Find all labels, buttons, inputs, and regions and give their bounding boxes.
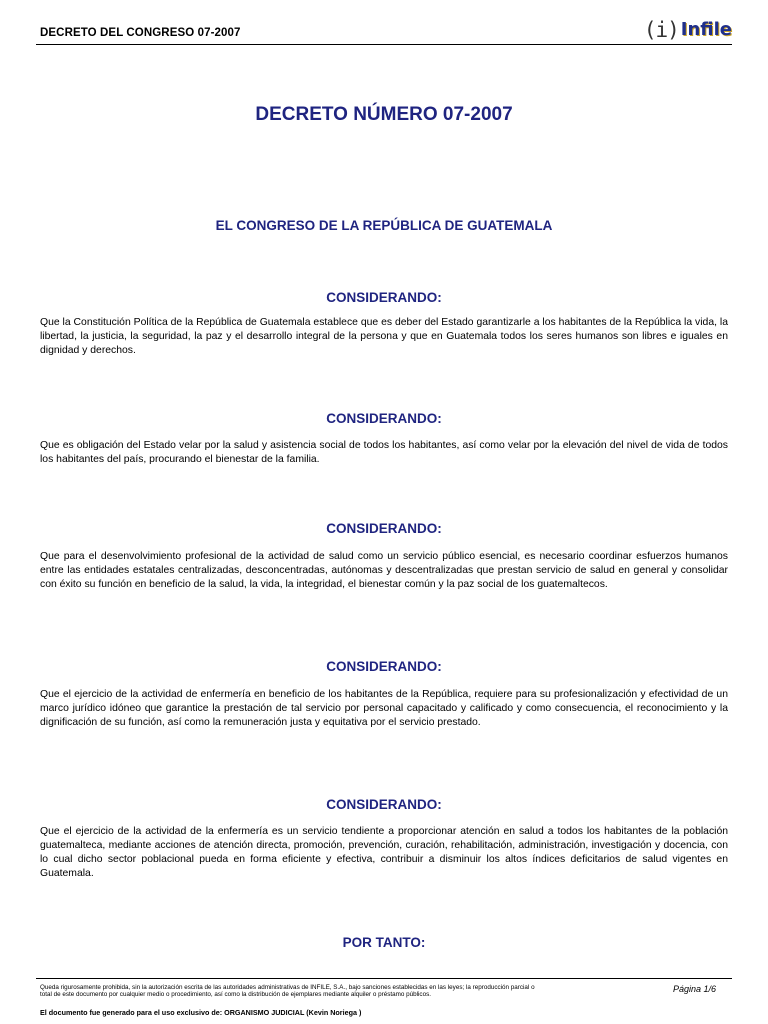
considerando-heading-4: CONSIDERANDO: bbox=[326, 659, 442, 674]
considerando-heading-3: CONSIDERANDO: bbox=[326, 521, 442, 536]
info-icon: (i) bbox=[643, 18, 679, 42]
considerando-paragraph-4: Que el ejercicio de la actividad de enfermería en beneficio de los habitantes de la República, requiere para su profesionalización y efectividad de un marco jurídico idóneo que garantice la prestación de tal servicio por personal capacitado y calificado y como consecuencia, el reconocimiento y la dignificación de su función, así como la remuneración justa y equitativa por el servicio prestado. bbox=[40, 689, 728, 728]
por-tanto-heading: POR TANTO: bbox=[342, 935, 426, 950]
document-subtitle: EL CONGRESO DE LA REPÚBLICA DE GUATEMALA bbox=[215, 218, 553, 233]
logo-text: Infile bbox=[680, 19, 732, 40]
considerando-heading-1: CONSIDERANDO: bbox=[326, 290, 442, 305]
considerando-heading-5: CONSIDERANDO: bbox=[326, 797, 442, 812]
infile-logo bbox=[644, 18, 732, 42]
considerando-paragraph-5: Que el ejercicio de la actividad de la enfermería es un servicio tendiente a proporcionar atención en salud a todos los habitantes de la población guatemalteca, mediante acciones de atención directa, promoción, prevención, curación, rehabilitación, administración, investigación y docencia, con lo cual dicho sector poblacional pueda en forma eficiente y efectiva, contribuir a disminuir los altos índices deficitarios de salud vigentes en Guatemala. bbox=[40, 826, 728, 879]
copyright-notice: Queda rigurosamente prohibida, sin la autorización escrita de las autoridades administrativas de INFILE, S.A., bajo sanciones establecidas en las leyes; la reproducción parcial o total de este documento por cualquier medio o procedimiento, así como la distribución de ejemplares mediante alquiler o préstamo públicos. bbox=[40, 984, 535, 999]
considerando-paragraph-3: Que para el desenvolvimiento profesional de la actividad de salud como un servicio público esencial, es necesario coordinar esfuerzos humanos entre las entidades estatales centralizadas, desconcentradas, autónomas y descentralizadas que prestan servicio de salud en general y consolidar con éxito su función en beneficio de la salud, la vida, la integridad, el bienestar común y la paz social de los guatemaltecos. bbox=[40, 551, 728, 590]
generated-note: El documento fue generado para el uso exclusivo de: ORGANISMO JUDICIAL (Kevin Noriega ) bbox=[40, 1008, 362, 1017]
header-title: DECRETO DEL CONGRESO 07-2007 bbox=[40, 27, 241, 39]
page-header bbox=[36, 18, 732, 45]
page-footer bbox=[36, 978, 732, 1017]
considerando-heading-2: CONSIDERANDO: bbox=[326, 411, 442, 426]
page-number: Página 1/6 bbox=[672, 984, 716, 994]
considerando-paragraph-1: Que la Constitución Política de la República de Guatemala establece que es deber del Estado garantizarle a los habitantes de la República la vida, la libertad, la justicia, la seguridad, la paz y el desarrollo integral de la persona y que en Guatemala todos los seres humanos son libres e iguales en dignidad y derechos. bbox=[40, 317, 728, 356]
considerando-paragraph-2: Que es obligación del Estado velar por la salud y asistencia social de todos los habitantes, así como velar por la elevación del nivel de vida de todos los habitantes del país, procurando el bienestar de la familia. bbox=[40, 440, 728, 465]
document-title: DECRETO NÚMERO 07-2007 bbox=[255, 104, 513, 125]
